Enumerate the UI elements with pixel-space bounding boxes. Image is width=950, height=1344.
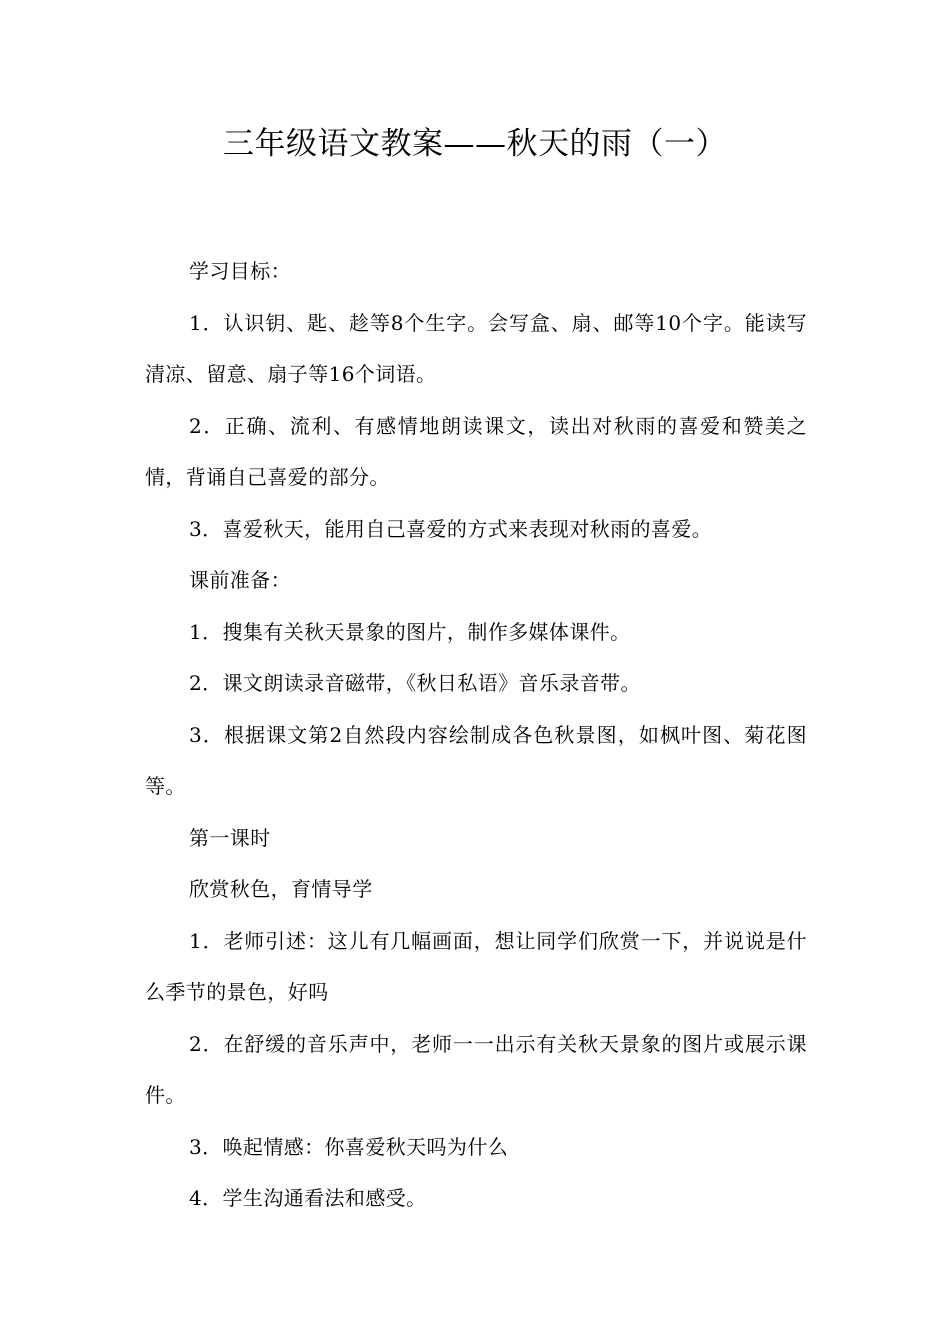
step-item-1: 1．老师引述：这儿有几幅画面，想让同学们欣赏一下，并说说是什么季节的景色，好吗 — [145, 928, 807, 1004]
document-title: 三年级语文教案——秋天的雨（一） — [223, 126, 727, 162]
goal-item-3: 3．喜爱秋天，能用自己喜爱的方式来表现对秋雨的喜爱。 — [189, 516, 713, 541]
heading-learning-goals: 学习目标： — [189, 259, 291, 283]
step-item-3: 3．唤起情感：你喜爱秋天吗为什么 — [189, 1134, 509, 1159]
subheading-appreciate-autumn: 欣赏秋色，育情导学 — [189, 877, 373, 901]
step-item-4: 4．学生沟通看法和感受。 — [189, 1186, 427, 1210]
prep-item-1: 1．搜集有关秋天景象的图片，制作多媒体课件。 — [189, 619, 631, 644]
prep-item-2: 2．课文朗读录音磁带，《秋日私语》音乐录音带。 — [189, 671, 641, 695]
document-body — [145, 246, 807, 1225]
goal-item-1: 1．认识钥、匙、趁等8个生字。会写盒、扇、邮等10个字。能读写清凉、留意、扇子等16个词语。 — [145, 310, 807, 386]
step-item-2: 2．在舒缓的音乐声中，老师一一出示有关秋天景象的图片或展示课件。 — [145, 1031, 807, 1107]
prep-item-3: 3．根据课文第2自然段内容绘制成各色秋景图，如枫叶图、菊花图等。 — [145, 722, 807, 798]
heading-first-lesson: 第一课时 — [189, 825, 271, 850]
heading-preparation: 课前准备： — [189, 568, 291, 592]
goal-item-2: 2．正确、流利、有感情地朗读课文，读出对秋雨的喜爱和赞美之情，背诵自己喜爱的部分。 — [145, 413, 807, 489]
